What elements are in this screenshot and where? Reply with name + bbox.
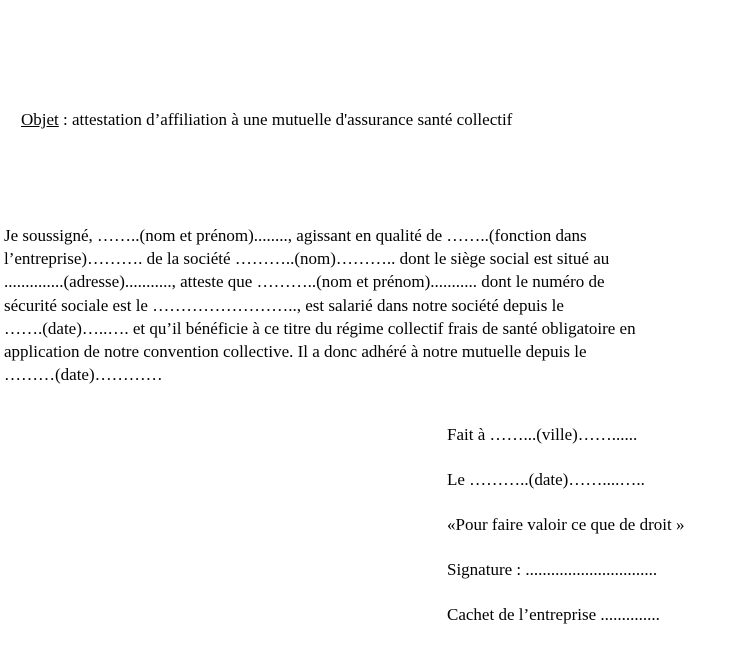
closing-place-line: Fait à ……...(ville)……...... (447, 425, 638, 444)
body-line: ..............(adresse)..........., atteste que ………..(nom et prénom)........... dont le numéro de (4, 272, 605, 292)
subject-label: Objet (21, 110, 59, 129)
body-line: …….(date)…..…. et qu’il bénéficie à ce titre du régime collectif frais de santé obligatoire en (4, 318, 636, 338)
subject-text: attestation d’affiliation à une mutuelle d'assurance santé collectif (72, 110, 513, 129)
body-line: application de notre convention collective. Il a donc adhéré à notre mutuelle depuis le (4, 342, 587, 362)
signature-line: Signature : ............................... (447, 560, 658, 579)
body-line: l’entreprise)………. de la société ………..(nom)……….. dont le siège social est situé au (4, 249, 610, 269)
body-paragraph (4, 224, 736, 386)
body-line: ………(date)………… (4, 365, 163, 385)
company-stamp-line: Cachet de l’entreprise .............. (447, 605, 660, 624)
closing-date-line: Le ………..(date)……....….. (447, 470, 645, 489)
closing-block (447, 424, 684, 649)
closing-validity-line: «Pour faire valoir ce que de droit » (447, 515, 685, 534)
subject-line (4, 90, 512, 150)
body-line: Je soussigné, ……..(nom et prénom)........, agissant en qualité de ……..(fonction dans (4, 226, 587, 245)
subject-separator: : (58, 110, 73, 129)
body-line: sécurité sociale est le …………………….., est salarié dans notre société depuis le (4, 295, 564, 315)
